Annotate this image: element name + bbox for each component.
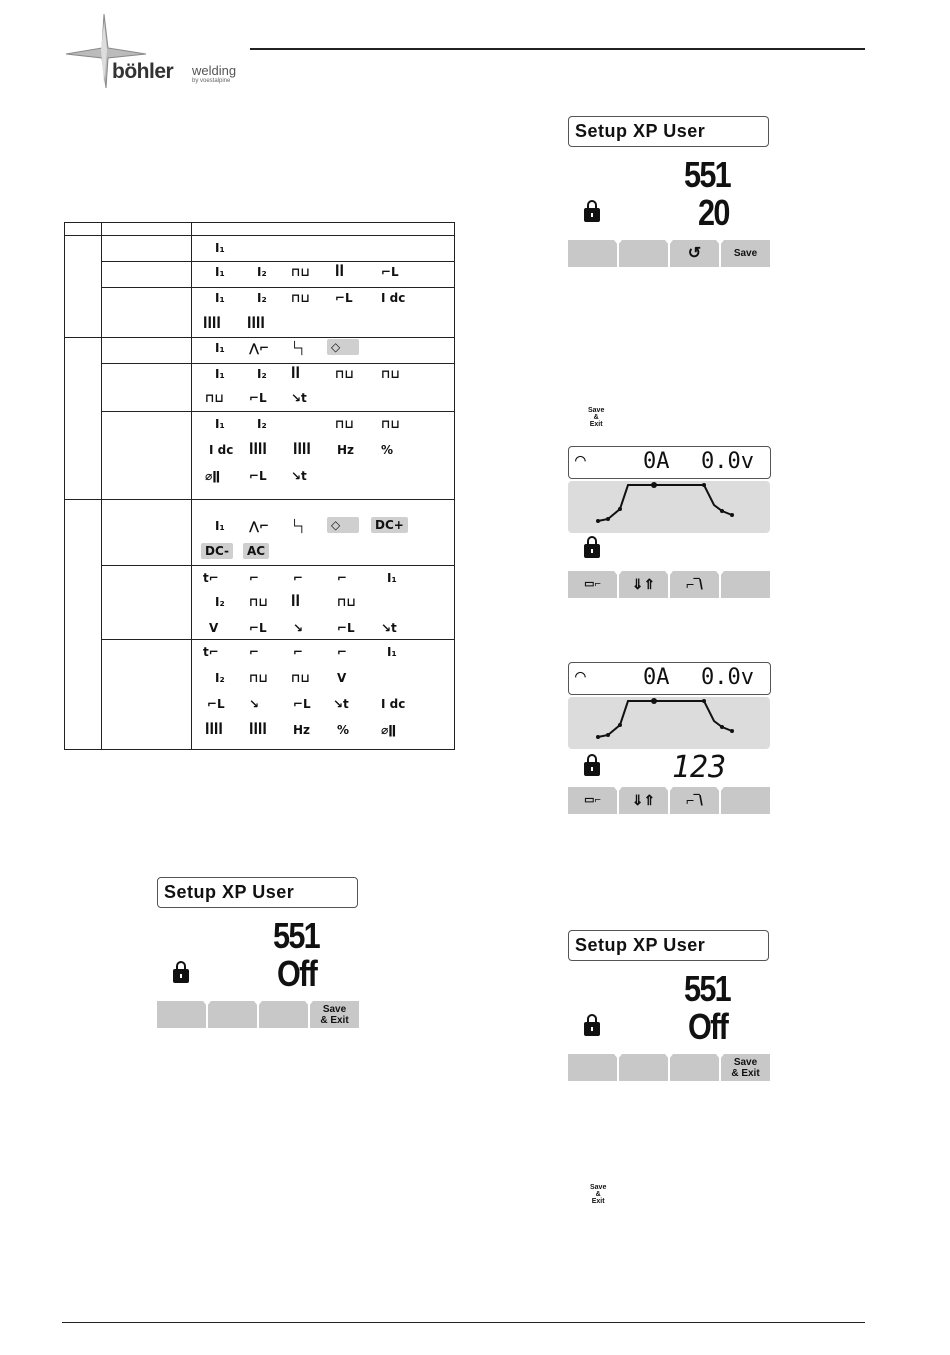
icon-pulse: ⊓⊔ (249, 595, 269, 609)
icon-hotstart: ⋀⌐ (249, 341, 270, 355)
save-exit-button[interactable]: Save & Exit (320, 1003, 349, 1026)
lock-icon (584, 762, 600, 776)
brand-suffix: welding (192, 63, 237, 78)
icon-pulse: ⊓⊔ (249, 671, 269, 685)
icon-postgas: ↘t (381, 621, 397, 635)
parameter-code: 551 (273, 915, 319, 956)
icon-upslope: ⌐ (337, 645, 348, 659)
softkey-3[interactable] (670, 1054, 721, 1081)
icon-i2: I₂ (257, 367, 267, 381)
softkey-bar (157, 1001, 359, 1028)
icon-pulse: ⊓⊔ (291, 265, 311, 279)
softkey-1[interactable] (568, 1054, 619, 1081)
icon-i1: I₁ (215, 367, 225, 381)
parameter-code: 551 (684, 154, 730, 195)
save-exit-key-label: Save & Exit (588, 407, 605, 428)
icon-dc-minus: DC- (201, 543, 233, 559)
icon-slope: ⌐L (335, 291, 353, 305)
icon-diamond: ◇ (327, 339, 359, 355)
icon-i2: I₂ (215, 671, 225, 685)
icon-downslope: ↘t (291, 391, 307, 405)
icon-diamond: ◇ (327, 517, 359, 533)
softkey-4[interactable] (721, 571, 770, 598)
softkey-bar (568, 1054, 770, 1081)
icon-idc: I dc (381, 697, 406, 711)
icon-slope: ⌐L (249, 391, 267, 405)
icon-slope: ⌐L (337, 621, 355, 635)
icon-i2: I₂ (257, 291, 267, 305)
icon-wave: ꟾꟾꟾꟾ (247, 317, 265, 331)
icon-pulse: ⊓⊔ (337, 595, 357, 609)
icon-freq: ꟾꟾ (335, 265, 344, 279)
torch-button[interactable]: ▭⌐ (568, 571, 619, 598)
lock-icon (173, 969, 189, 983)
icon-start: ⌐ (249, 571, 260, 585)
icon-hz: Hz (337, 443, 355, 457)
icon-downslope: ↘t (291, 469, 307, 483)
parameter-code: 551 (684, 968, 730, 1009)
softkey-1[interactable] (157, 1001, 208, 1028)
icon-downslope: ↘ (249, 697, 260, 711)
icon-arcforce: └┐ (291, 519, 306, 533)
icon-v: V (209, 621, 219, 635)
icon-percent: % (337, 723, 350, 737)
icon-postgas: ↘t (333, 697, 349, 711)
weld-cycle-graph (568, 697, 770, 749)
footer-rule (62, 1322, 865, 1323)
icon-pulse: ⊓⊔ (381, 367, 401, 381)
amps-readout: 0A (643, 665, 670, 690)
save-exit-button[interactable]: Save & Exit (731, 1056, 760, 1079)
icon-idc: I dc (209, 443, 234, 457)
sequence-button[interactable]: ⌐‾\ (670, 571, 721, 598)
save-button[interactable]: Save (733, 248, 758, 259)
softkey-2[interactable] (619, 240, 670, 267)
brand-name: böhler (112, 60, 174, 83)
parameter-value: 20 (698, 192, 729, 233)
icon-v: V (337, 671, 347, 685)
volts-readout: 0.0v (701, 449, 754, 474)
icon-wire: ⌀ǁ (205, 469, 221, 483)
icon-wave: ꟾꟾꟾꟾ (249, 723, 267, 737)
parameter-value: Off (277, 953, 317, 994)
icon-pulse: ⊓⊔ (335, 417, 355, 431)
icon-i2: I₂ (257, 265, 267, 279)
sequence-button[interactable]: ⌐‾\ (670, 787, 721, 814)
icon-i2: I₂ (257, 417, 267, 431)
setup-screen-value-20 (568, 116, 770, 268)
icon-pulse: ⊓⊔ (291, 671, 311, 685)
weld-cycle-graph (568, 481, 770, 533)
setup-screen-off-right (568, 930, 770, 1082)
icon-i1: I₁ (215, 341, 225, 355)
icon-upslope: ⌐ (293, 645, 304, 659)
icon-upslope: ⌐ (293, 571, 304, 585)
icon-slope: ⌐L (207, 697, 225, 711)
screen-title: Setup XP User (157, 877, 358, 908)
softkey-2[interactable] (208, 1001, 259, 1028)
header-rule (250, 48, 865, 50)
icon-i1: I₁ (215, 241, 225, 255)
volts-readout: 0.0v (701, 665, 754, 690)
icon-i2: I₂ (215, 595, 225, 609)
parameter-value: 123 (672, 750, 727, 785)
softkey-2[interactable] (619, 1054, 670, 1081)
icon-slope: ⌐L (249, 621, 267, 635)
undo-button[interactable]: ↺ (670, 240, 721, 267)
icon-start: ⌐ (249, 645, 260, 659)
icon-pregas: t⌐ (203, 645, 219, 659)
lock-icon (584, 1022, 600, 1036)
icon-upslope: ⌐ (337, 571, 348, 585)
icon-wire: ⌀ǁ (381, 723, 397, 737)
weld-display-screen-123 (568, 662, 770, 814)
icon-i1: I₁ (387, 645, 397, 659)
softkey-4[interactable] (721, 787, 770, 814)
parameter-table (64, 222, 455, 750)
icon-pulse: ⊓⊔ (291, 291, 311, 305)
icon-ac: AC (243, 543, 269, 559)
icon-arcforce: └┐ (291, 341, 306, 355)
screen-title: Setup XP User (568, 116, 769, 147)
amps-readout: 0A (643, 449, 670, 474)
screen-title: Setup XP User (568, 930, 769, 961)
icon-hz: Hz (293, 723, 311, 737)
icon-pregas: t⌐ (203, 571, 219, 585)
icon-i1: I₁ (215, 265, 225, 279)
icon-wave: ꟾꟾꟾꟾ (205, 723, 223, 737)
icon-pulse: ⊓⊔ (205, 391, 225, 405)
gauge-icon: ◠ (575, 666, 586, 687)
icon-dc-plus: DC+ (371, 517, 408, 533)
icon-slope: ⌐L (249, 469, 267, 483)
icon-slope: ⌐L (381, 265, 399, 279)
up-down-button[interactable]: ⇓⇑ (619, 787, 670, 814)
icon-wave: ꟾꟾꟾꟾ (293, 443, 311, 457)
softkey-1[interactable] (568, 240, 619, 267)
icon-downslope: ↘ (293, 621, 304, 635)
icon-i1: I₁ (215, 519, 225, 533)
up-down-button[interactable]: ⇓⇑ (619, 571, 670, 598)
setup-screen-off-left (157, 877, 359, 1029)
icon-freq: ꟾꟾ (291, 367, 300, 381)
icon-i1: I₁ (215, 417, 225, 431)
icon-freq: ꟾꟾ (291, 595, 300, 609)
softkey-bar (568, 240, 770, 267)
icon-hotstart: ⋀⌐ (249, 519, 270, 533)
gauge-icon: ◠ (575, 450, 586, 471)
weld-cycle-curve (568, 481, 770, 533)
lock-icon (584, 208, 600, 222)
softkey-bar (568, 787, 770, 814)
weld-display-screen (568, 446, 770, 598)
icon-i1: I₁ (215, 291, 225, 305)
icon-i1: I₁ (387, 571, 397, 585)
icon-wave: ꟾꟾꟾꟾ (249, 443, 267, 457)
lock-icon (584, 544, 600, 558)
save-exit-key-label: Save & Exit (590, 1184, 607, 1205)
brand-sub: by voestalpine (192, 78, 231, 84)
torch-button[interactable]: ▭⌐ (568, 787, 619, 814)
icon-idc: I dc (381, 291, 406, 305)
parameter-value: Off (688, 1006, 728, 1047)
icon-pulse: ⊓⊔ (335, 367, 355, 381)
softkey-3[interactable] (259, 1001, 310, 1028)
meter-box (568, 446, 771, 479)
icon-slope: ⌐L (293, 697, 311, 711)
icon-percent: % (381, 443, 394, 457)
softkey-bar (568, 571, 770, 598)
weld-cycle-curve (568, 697, 770, 749)
icon-pulse: ⊓⊔ (381, 417, 401, 431)
icon-wave: ꟾꟾꟾꟾ (203, 317, 221, 331)
meter-box (568, 662, 771, 695)
